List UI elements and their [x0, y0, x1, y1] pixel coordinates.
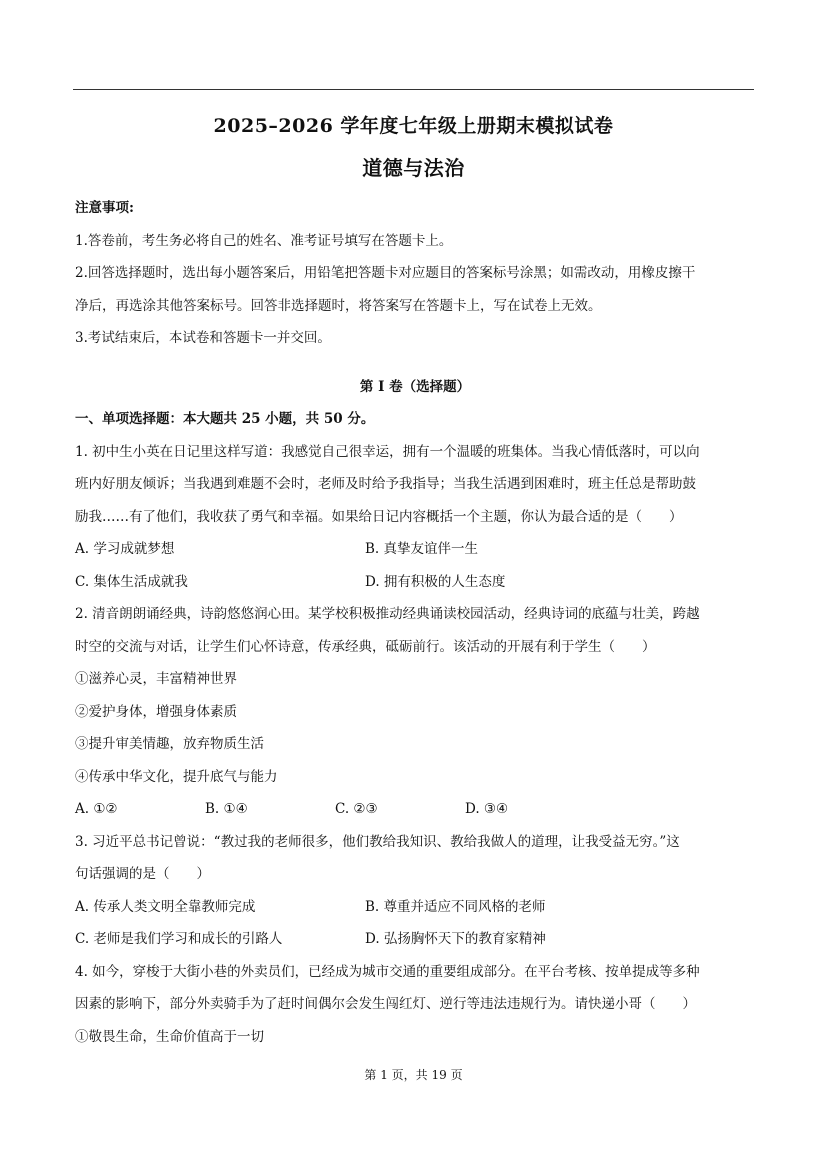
option-a: A. 学习成就梦想	[75, 541, 175, 557]
option-c: C. 老师是我们学习和成长的引路人	[75, 931, 283, 947]
statement: ④传承中华文化，提升底气与能力	[75, 768, 278, 785]
option-row	[75, 923, 755, 956]
question-line: 因素的影响下，部分外卖骑手为了赶时间偶尔会发生闯红灯、逆行等违法违规行为。请快递小哥（ ）	[75, 996, 696, 1012]
option-d: D. 弘扬胸怀天下的教育家精神	[365, 931, 546, 947]
notice-heading: 注意事项:	[75, 200, 134, 216]
question-line: 1. 初中生小英在日记里这样写道：我感觉自己很幸运，拥有一个温暖的班集体。当我心情低落时，可以向	[75, 443, 700, 460]
statement: ①滋养心灵，丰富精神世界	[75, 671, 237, 687]
subject-title: 道德与法治	[362, 156, 465, 180]
statement: ①敬畏生命，生命价值高于一切	[75, 1028, 264, 1045]
notice-item: 1.答卷前，考生务必将自己的姓名、准考证号填写在答题卡上。	[75, 232, 453, 249]
page-number: 第 1 页，共 19 页	[364, 1068, 463, 1082]
option-row	[75, 793, 755, 826]
section-title: 第 I 卷（选择题）	[359, 378, 471, 395]
header-rule	[73, 89, 754, 90]
question-line: 班内好朋友倾诉；当我遇到难题不会时，老师及时给予我指导；当我生活遇到困难时，班主任总是帮助鼓	[75, 476, 696, 492]
question-line: 励我……有了他们，我收获了勇气和幸福。如果给日记内容概括一个主题，你认为最合适的是（ ）	[75, 508, 683, 525]
option-b: B. ①④	[205, 801, 248, 817]
option-c: C. 集体生活成就我	[75, 573, 188, 590]
option-row	[75, 533, 755, 566]
option-a: A. ①②	[75, 801, 118, 817]
option-b: B. 真挚友谊伴一生	[365, 541, 479, 557]
question-line: 句话强调的是（ ）	[75, 866, 210, 882]
notice-item: 2.回答选择题时，选出每小题答案后，用铅笔把答题卡对应题目的答案标号涂黑；如需改动，用橡皮擦干	[75, 265, 696, 281]
option-row	[75, 566, 755, 599]
option-b: B. 尊重并适应不同风格的老师	[365, 898, 546, 915]
exam-title: 2025–2026 学年度七年级上册期末模拟试卷	[213, 115, 614, 137]
option-d: D. ③④	[465, 801, 509, 817]
notice-item: 净后，再选涂其他答案标号。回答非选择题时，将答案写在答题卡上，写在试卷上无效。	[75, 297, 602, 314]
option-d: D. 拥有积极的人生态度	[365, 573, 506, 590]
question-line: 时空的交流与对话，让学生们心怀诗意，传承经典，砥砺前行。该活动的开展有利于学生（ ）	[75, 638, 656, 655]
option-a: A. 传承人类文明全靠教师完成	[75, 898, 256, 915]
option-c: C. ②③	[335, 801, 378, 817]
notice-item: 3.考试结束后，本试卷和答题卡一并交回。	[75, 330, 331, 346]
option-row	[75, 891, 755, 924]
statement: ②爱护身体，增强身体素质	[75, 703, 237, 720]
question-line: 4. 如今，穿梭于大街小巷的外卖员们，已经成为城市交通的重要组成部分。在平台考核、按单提成等多种	[75, 963, 700, 980]
question-line: 3. 习近平总书记曾说：“教过我的老师很多，他们教给我知识、教给我做人的道理，让我受益无穷。”这	[75, 833, 680, 850]
statement: ③提升审美情趣，放弃物质生活	[75, 736, 264, 752]
question-line: 2. 清音朗朗诵经典，诗韵悠悠润心田。某学校积极推动经典诵读校园活动，经典诗词的底蕴与壮美，跨越	[75, 606, 700, 622]
exam-content	[75, 192, 755, 1053]
part-heading: 一、单项选择题：本大题共 25 小题，共 50 分。	[75, 411, 375, 427]
